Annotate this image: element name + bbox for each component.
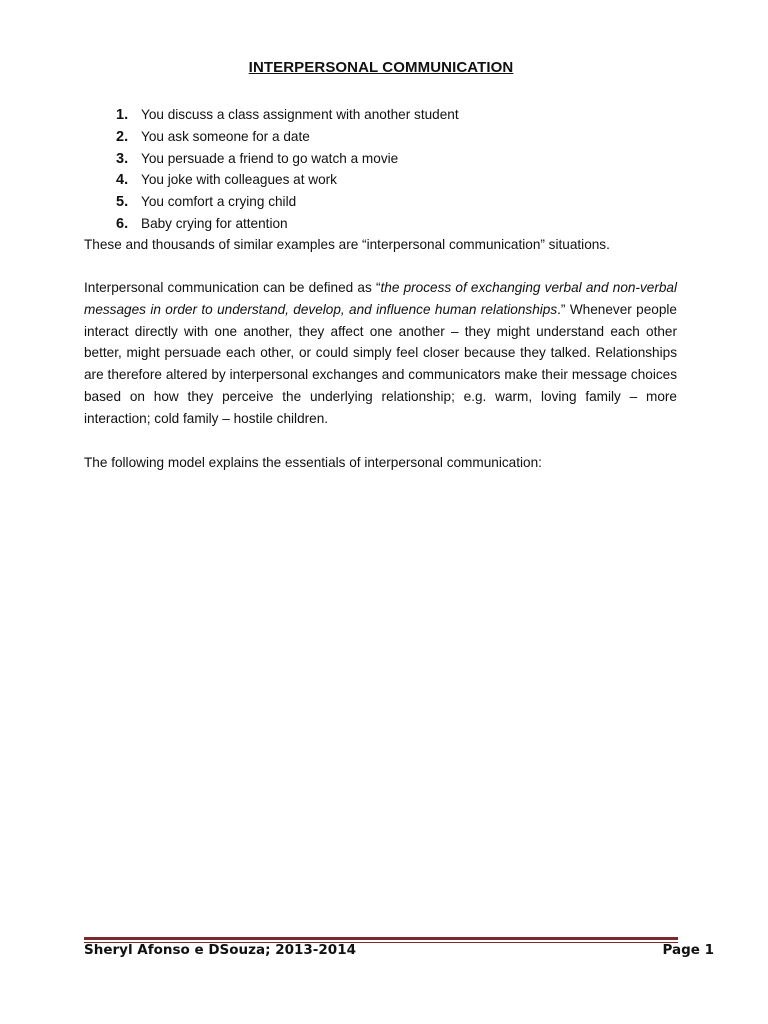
list-item-text: You discuss a class assignment with another student [141, 107, 459, 122]
list-item [116, 169, 459, 191]
list-item-number: 2. [116, 128, 129, 145]
model-intro-paragraph: The following model explains the essentials of interpersonal communication: [84, 455, 542, 470]
list-item-text: You joke with colleagues at work [141, 172, 337, 188]
list-item [116, 148, 459, 170]
list-item [116, 191, 459, 213]
definition-paragraph [84, 277, 677, 430]
list-item [116, 126, 459, 148]
list-item-number: 5. [116, 194, 129, 211]
definition-quote: the process of exchanging verbal and non-verbal messages in order to understand, develop, and influence human relationships [84, 280, 677, 317]
list-item-text: You comfort a crying child [141, 194, 297, 210]
definition-rest: .” Whenever people interact directly with one another, they affect one another – they might understand each other better, might persuade each other, or could simply feel closer because they talked. Relationships are therefore altered by interpersonal exchanges and communicators make their message choices based on how they perceive the underlying relationship; e.g. warm, loving family – more interaction; cold family – hostile children. [84, 301, 677, 426]
list-item [116, 104, 459, 126]
footer-page-number: Page 1 [662, 942, 714, 958]
example-list [116, 104, 459, 235]
footer-rule-thick [84, 937, 678, 940]
list-item-text: You persuade a friend to go watch a movie [141, 150, 399, 166]
list-item-text: Baby crying for attention [141, 215, 288, 231]
list-item-number: 1. [116, 107, 129, 123]
list-item-number: 4. [116, 172, 129, 189]
list-item [116, 213, 459, 235]
document-title: INTERPERSONAL COMMUNICATION [248, 59, 514, 76]
list-item-text: You ask someone for a date [141, 128, 310, 144]
definition-lead: Interpersonal communication can be defined as “ [84, 280, 381, 295]
list-item-number: 6. [116, 215, 129, 232]
list-item-number: 3. [116, 150, 129, 167]
examples-paragraph: These and thousands of similar examples are “interpersonal communication” situations. [84, 237, 610, 252]
footer-author: Sheryl Afonso e DSouza; 2013-2014 [84, 942, 356, 958]
